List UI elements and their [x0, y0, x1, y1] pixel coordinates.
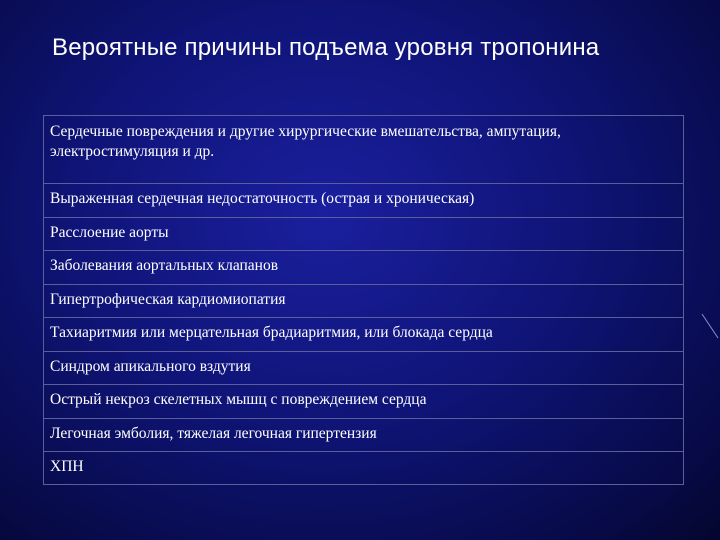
table-row: Заболевания аортальных клапанов — [44, 251, 683, 285]
table-row: ХПН — [50, 458, 84, 475]
table-row: Острый некроз скелетных мышц с повреждением сердца — [44, 385, 683, 419]
table-row: Легочная эмболия, тяжелая легочная гипертензия — [44, 419, 683, 453]
causes-table — [43, 115, 684, 485]
table-row: Гипертрофическая кардиомиопатия — [44, 285, 683, 319]
table-row: Синдром апикального вздутия — [44, 352, 683, 386]
table-row: Расслоение аорты — [44, 218, 683, 252]
table-row: Сердечные повреждения и другие хирургические вмешательства, ампутация, электростимуляция и др. — [44, 116, 683, 184]
decorative-line — [700, 312, 720, 342]
table-row: Выраженная сердечная недостаточность (острая и хроническая) — [44, 184, 683, 218]
slide-title: Вероятные причины подъема уровня тропонина — [52, 34, 600, 61]
table-row: Тахиаритмия или мерцательная брадиаритмия, или блокада сердца — [44, 318, 683, 352]
